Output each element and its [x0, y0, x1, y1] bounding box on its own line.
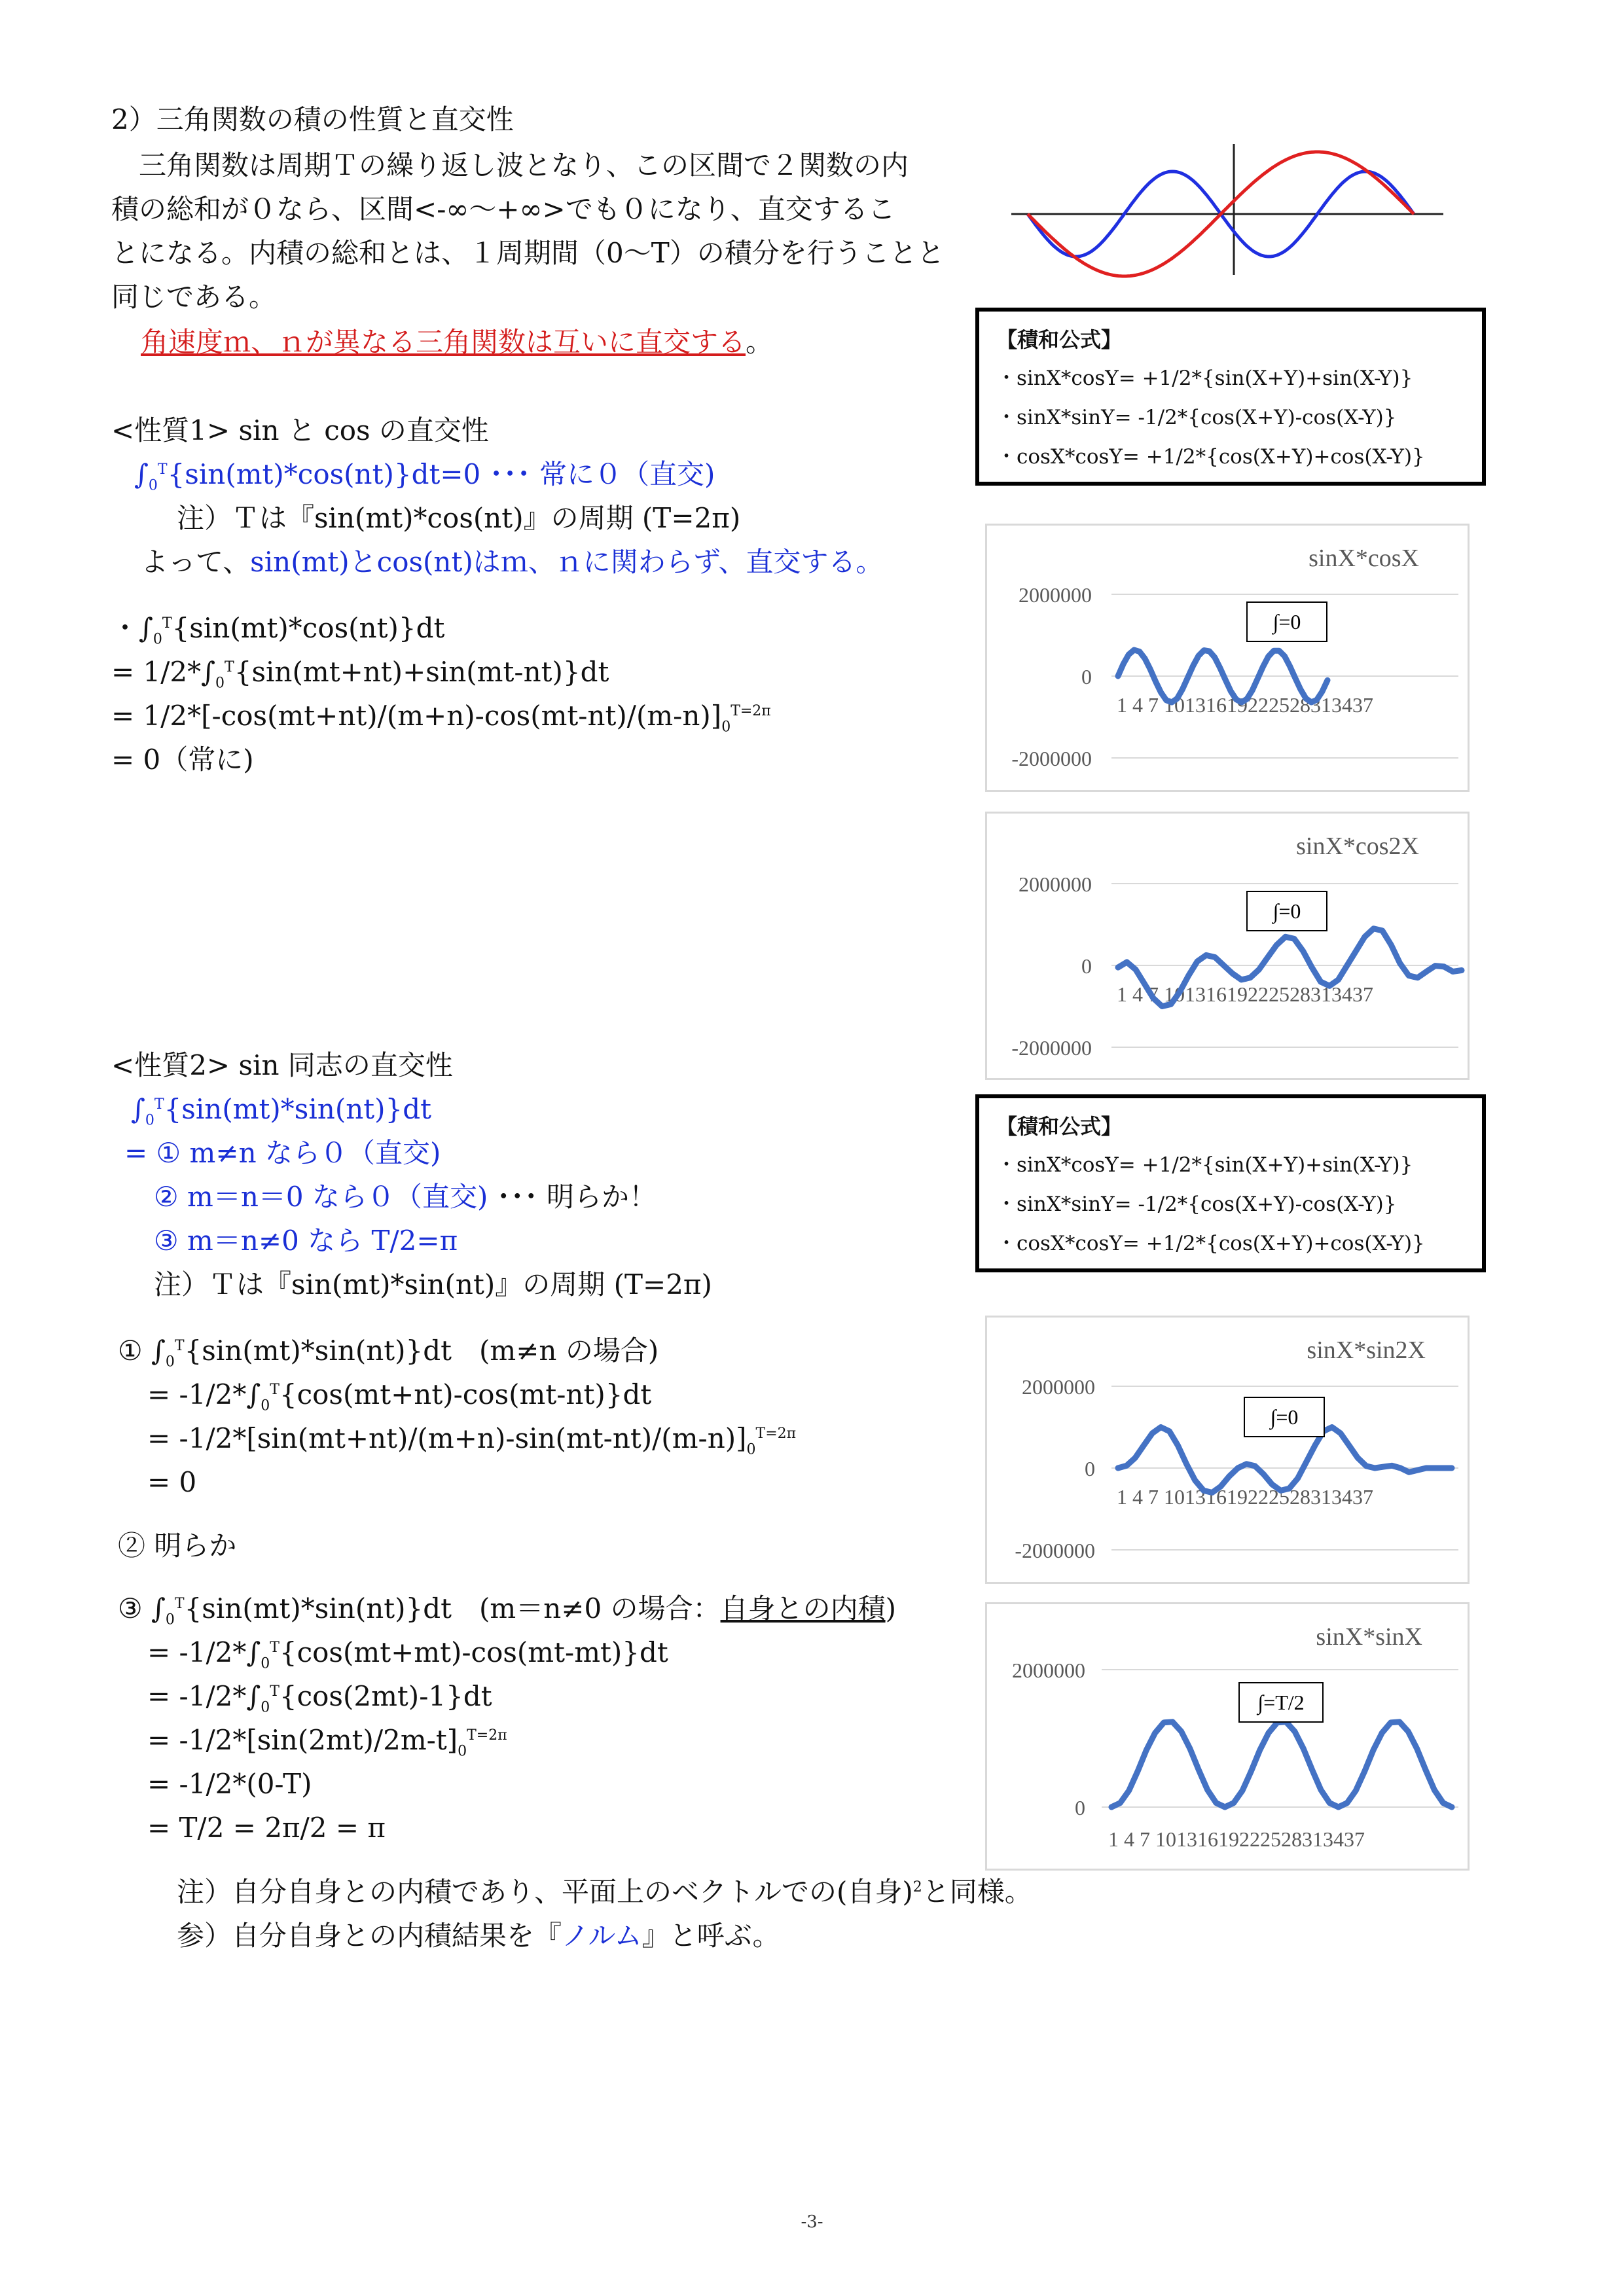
bracket-lower-limit: 0 — [721, 719, 731, 736]
reference-text: 』と呼ぶ。 — [641, 1920, 780, 1952]
integral-upper-limit: T — [154, 1096, 164, 1113]
proof-text: {sin(mt)*cos(nt)}dt — [171, 612, 445, 644]
chart-title: sinX*sinX — [1316, 1623, 1422, 1651]
proof-text: = -1/2*∫ — [147, 1680, 261, 1712]
y-tick-label: 0 — [1081, 954, 1092, 978]
proof-text: {sin(mt)*sin(nt)}dt (m＝n≠0 の場合： — [184, 1592, 721, 1624]
bracket-upper-limit: T=2π — [467, 1727, 507, 1744]
prop2-proof3-line-4 — [147, 1722, 507, 1759]
prop2-case-2-text: ② m＝n＝0 なら０（直交) — [154, 1181, 488, 1213]
prop2-reference — [177, 1918, 780, 1954]
prop1-note: 注）Ｔは『sin(mt)*cos(nt)』の周期 (T=2π) — [177, 502, 741, 534]
y-tick-label: -2000000 — [1011, 747, 1092, 770]
formula-box-title: 【積和公式】 — [996, 1114, 1123, 1139]
note-text: と同様。 — [922, 1876, 1032, 1908]
formula-box-2 — [975, 1094, 1486, 1272]
bracket-upper-limit: T=2π — [731, 703, 771, 719]
reference-text: 参）自分自身との内積結果を『 — [177, 1920, 562, 1952]
proof-text: ③ ∫ — [118, 1592, 166, 1624]
proof-text: {sin(mt+nt)+sin(mt-nt)}dt — [234, 656, 609, 688]
integral-upper-limit: T — [270, 1640, 280, 1656]
proof-text: = 1/2*∫ — [111, 656, 216, 688]
prop2-proof3-line-1 — [118, 1590, 896, 1627]
integral-sign: ∫ — [134, 458, 149, 490]
prop1-integral — [134, 456, 715, 493]
x-tick-labels: 1 4 7 10131619222528313437 — [1117, 693, 1373, 717]
key-point-text: 角速度ｍ、ｎが異なる三角関数は互いに直交する — [141, 326, 746, 358]
prop2-case-1: = ① m≠n なら０（直交) — [124, 1137, 441, 1169]
integral-upper-limit: T — [270, 1683, 280, 1700]
intro-line-1: 三角関数は周期Ｔの繰り返し波となり、この区間で２関数の内 — [111, 149, 909, 181]
prop1-integral-body: {sin(mt)*cos(nt)}dt=0 ･･･ 常に０（直交) — [167, 458, 715, 490]
proof-text: = 1/2*[-cos(mt+nt)/(m+n)-cos(mt-nt)/(m-n)] — [111, 700, 722, 732]
chart-title: sinX*cosX — [1308, 545, 1419, 572]
proof-text: = -1/2*∫ — [147, 1636, 261, 1668]
prop1-proof-line-1 — [111, 610, 444, 647]
intro-line-2: 積の総和が０なら、区間<-∞～+∞>でも０になり、直交するこ — [111, 193, 895, 225]
integral-upper-limit: T — [270, 1382, 280, 1398]
integral-lower-limit: 0 — [261, 1699, 270, 1716]
prop1-conclusion-lead: よって、 — [141, 546, 251, 578]
norm-term: ノルム — [562, 1920, 642, 1952]
formula-row: ・sinX*cosY= +1/2*{sin(X+Y)+sin(X-Y)} — [996, 367, 1413, 390]
prop2-proof2: ② 明らか — [118, 1530, 237, 1562]
integral-upper-limit: T — [225, 659, 234, 675]
chart-title: sinX*cos2X — [1296, 833, 1419, 860]
integral-sign: ∫ — [131, 1093, 145, 1125]
prop1-heading: <性質1> sin と cos の直交性 — [111, 414, 489, 446]
intro-line-3: とになる。内積の総和とは、１周期間（0～T）の積分を行うことと — [111, 237, 945, 269]
formula-box-title: 【積和公式】 — [996, 327, 1123, 352]
prop2-note: 注）Ｔは『sin(mt)*sin(nt)』の周期 (T=2π) — [154, 1268, 712, 1300]
prop2-integral — [131, 1091, 431, 1128]
chart-title: sinX*sin2X — [1307, 1336, 1426, 1364]
annotation-text: ∫=0 — [1272, 610, 1301, 634]
key-point — [141, 324, 773, 361]
y-tick-label: 2000000 — [1019, 583, 1092, 607]
integral-upper-limit: T — [174, 1338, 185, 1354]
y-tick-label: 0 — [1081, 665, 1092, 689]
integral-lower-limit: 0 — [215, 675, 225, 692]
y-tick-label: -2000000 — [1015, 1539, 1095, 1562]
chart-svg — [987, 1318, 1468, 1582]
prop1-proof-line-2 — [111, 654, 609, 691]
prop2-proof1-line-2 — [147, 1376, 651, 1413]
prop2-proof3-line-2 — [147, 1634, 668, 1671]
prop1-proof-line-3 — [111, 698, 771, 734]
prop1-conclusion — [141, 544, 883, 581]
x-tick-labels: 1 4 7 10131619222528313437 — [1117, 982, 1373, 1006]
integral-upper-limit: T — [157, 461, 168, 478]
page-number: -3- — [801, 2212, 823, 2232]
prop2-case-2 — [154, 1179, 657, 1215]
proof-text: = -1/2*[sin(2mt)/2m-t] — [147, 1724, 458, 1756]
y-tick-label: -2000000 — [1011, 1036, 1092, 1060]
section-title: 2）三角関数の積の性質と直交性 — [111, 103, 514, 135]
y-tick-label: 2000000 — [1022, 1375, 1095, 1399]
prop2-note-2 — [177, 1874, 1032, 1910]
y-tick-label: 0 — [1075, 1796, 1085, 1820]
proof-text: ・∫ — [111, 612, 153, 644]
proof-text: = -1/2*∫ — [147, 1378, 261, 1410]
formula-box-1 — [975, 308, 1486, 486]
formula-row: ・sinX*sinY= -1/2*{cos(X+Y)-cos(X-Y)} — [996, 1193, 1397, 1216]
integral-upper-limit: T — [174, 1596, 185, 1612]
proof-text: = -1/2*[sin(mt+nt)/(m+n)-sin(mt-nt)/(m-n)] — [147, 1422, 747, 1454]
formula-row: ・cosX*cosY= +1/2*{cos(X+Y)+cos(X-Y)} — [996, 1232, 1425, 1255]
prop2-case-2-suffix: ･･･ 明らか！ — [488, 1181, 657, 1213]
prop1-conclusion-text: sin(mt)とcos(nt)はｍ、ｎに関わらず、直交する。 — [250, 546, 884, 578]
integral-lower-limit: 0 — [148, 477, 158, 494]
y-tick-label: 2000000 — [1019, 872, 1092, 896]
chart-panel-sinx-cos2x — [985, 812, 1470, 1080]
chart-panel-sinx-cosx — [985, 524, 1470, 792]
integral-lower-limit: 0 — [261, 1655, 270, 1672]
bracket-lower-limit: 0 — [458, 1743, 467, 1760]
prop2-case-3: ③ m＝n≠0 なら T/2=π — [154, 1225, 458, 1257]
prop2-proof1-line-4: = 0 — [147, 1466, 197, 1498]
chart-svg — [987, 526, 1468, 790]
formula-row: ・sinX*cosY= +1/2*{sin(X+Y)+sin(X-Y)} — [996, 1153, 1413, 1177]
prop2-proof3-line-3 — [147, 1678, 492, 1715]
prop2-proof3-line-5: = -1/2*(0-T) — [147, 1768, 312, 1800]
prop2-integral-body: {sin(mt)*sin(nt)}dt — [164, 1093, 432, 1125]
proof-text: ) — [885, 1592, 896, 1624]
prop1-proof-line-4: = 0（常に) — [111, 744, 254, 776]
annotation-text: ∫=0 — [1272, 899, 1301, 923]
x-tick-labels: 1 4 7 10131619222528313437 — [1117, 1485, 1373, 1509]
intro-line-4: 同じである。 — [111, 281, 277, 313]
x-tick-labels: 1 4 7 10131619222528313437 — [1108, 1827, 1365, 1851]
key-point-end: 。 — [746, 326, 774, 358]
note-superscript: 2 — [912, 1879, 922, 1895]
proof-text: ① ∫ — [118, 1335, 166, 1367]
prop2-heading: <性質2> sin 同志の直交性 — [111, 1049, 453, 1081]
bracket-upper-limit: T=2π — [755, 1426, 797, 1442]
series-line — [1111, 1722, 1452, 1807]
integral-lower-limit: 0 — [165, 1611, 175, 1628]
annotation-text: ∫=0 — [1270, 1405, 1299, 1429]
note-text: 注）自分自身との内積であり、平面上のベクトルでの(自身) — [177, 1876, 913, 1908]
prop2-proof1-line-1 — [118, 1333, 659, 1369]
formula-row: ・sinX*sinY= -1/2*{cos(X+Y)-cos(X-Y)} — [996, 406, 1397, 429]
annotation-text: ∫=T/2 — [1257, 1691, 1305, 1714]
integral-lower-limit: 0 — [153, 631, 162, 648]
integral-lower-limit: 0 — [165, 1354, 175, 1371]
y-tick-label: 0 — [1085, 1457, 1095, 1480]
chart-svg — [987, 1604, 1468, 1869]
integral-lower-limit: 0 — [261, 1397, 270, 1414]
proof-underlined-text: 自身との内積 — [720, 1592, 886, 1624]
sine-cosine-wave-illustration — [1008, 141, 1447, 285]
proof-text: {cos(2mt)-1}dt — [279, 1680, 492, 1712]
prop2-proof1-line-3 — [147, 1420, 796, 1457]
chart-panel-sinx-sin2x — [985, 1316, 1470, 1584]
chart-svg — [987, 814, 1468, 1078]
prop2-proof3-line-6: = T/2 = 2π/2 = π — [147, 1812, 386, 1844]
chart-panel-sinx-sinx — [985, 1602, 1470, 1871]
proof-text: {cos(mt+mt)-cos(mt-mt)}dt — [279, 1636, 668, 1668]
proof-text: {cos(mt+nt)-cos(mt-nt)}dt — [279, 1378, 652, 1410]
integral-upper-limit: T — [162, 615, 172, 632]
bracket-lower-limit: 0 — [746, 1441, 756, 1458]
proof-text: {sin(mt)*sin(nt)}dt (m≠n の場合) — [184, 1335, 659, 1367]
integral-lower-limit: 0 — [145, 1112, 154, 1129]
formula-row: ・cosX*cosY= +1/2*{cos(X+Y)+cos(X-Y)} — [996, 445, 1425, 469]
y-tick-label: 2000000 — [1012, 1659, 1085, 1682]
